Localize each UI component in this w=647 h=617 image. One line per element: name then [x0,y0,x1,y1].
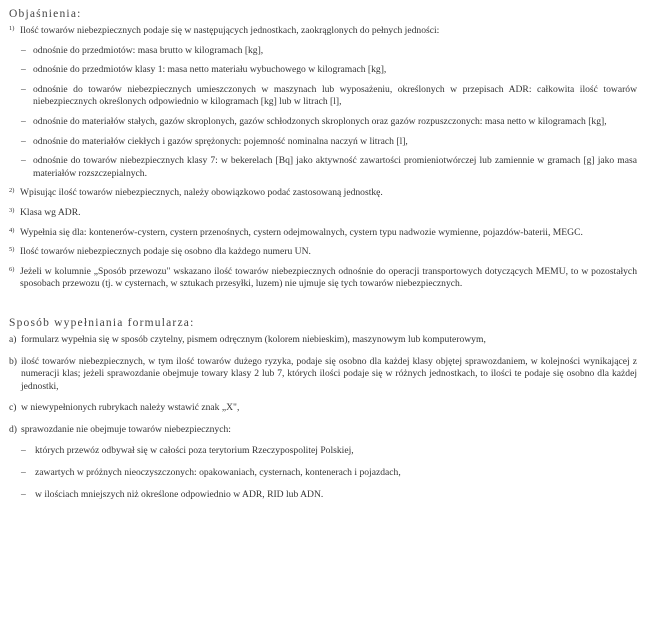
instruction-b-marker: b) [9,355,17,367]
instruction-d-dash-3 [9,489,637,502]
dash-marker: – [21,155,26,167]
instruction-d-dash-1 [9,445,637,458]
dash-marker: – [21,488,26,500]
note-5 [9,246,637,259]
note-1-dash-4-text: odnośnie do materiałów stałych, gazów skroplonych, gazów schłodzonych skroplonych oraz gazów rozpuszczonych: masa netto w kilogramach [kg], [33,115,607,127]
note-6 [9,266,637,291]
note-6-text: Jeżeli w kolumnie „Sposób przewozu" wskazano ilość towarów niebezpiecznych odnośnie do operacji transportowych dotyczących MEMU, to w pozostałych sposobach przewozu (tj. w cysternach, w sztukach przesyłki, luzem) nie ujmuje się tych towarów niebezpiecznych. [20,265,637,290]
explanations-list [9,25,637,291]
instruction-b-text: ilość towarów niebezpiecznych, w tym ilość towarów dużego ryzyka, podaje się osobno dla każdej klasy objętej sprawozdaniem, w kolejności wynikającej z numeracji klas; jeżeli sprawozdanie obejmuje towary klasy 2 lub 7, których ilości podaje się w różnych jednostkach, to ilości te podaje się osobno dla każdej jednostki, [21,355,637,392]
note-1-dash-5-text: odnośnie do materiałów ciekłych i gazów sprężonych: pojemność nominalna naczyń w litrach [l], [33,135,408,147]
note-3-text: Klasa wg ADR. [20,206,81,218]
instruction-a-marker: a) [9,333,17,345]
dash-marker: – [21,445,26,457]
dash-marker: – [21,135,26,147]
note-2 [9,187,637,200]
note-1-dash-2 [9,64,637,77]
note-2-text: Wpisując ilość towarów niebezpiecznych, należy obowiązkowo podać zastosowaną jednostkę. [20,187,383,199]
instruction-d-text: sprawozdanie nie obejmuje towarów niebezpiecznych: [21,423,231,435]
note-1-dash-3 [9,84,637,109]
instruction-d-dash-3-text: w ilościach mniejszych niż określone odpowiednio w ADR, RID lub ADN. [35,488,324,500]
instruction-d [9,424,637,437]
explanations-title: Objaśnienia: [9,8,82,20]
dash-marker: – [21,44,26,56]
section-spacer [9,298,637,317]
instructions-title: Sposób wypełniania formularza: [9,316,195,329]
note-4-marker: 4) [9,226,15,234]
note-4 [9,227,637,240]
note-1-dash-1 [9,45,637,58]
note-1-dash-2-text: odnośnie do przedmiotów klasy 1: masa netto materiału wybuchowego w kilogramach [kg], [33,64,387,76]
instruction-a-text: formularz wypełnia się w sposób czytelny, pismem odręcznym (kolorem niebieskim), maszynowym lub komputerowym, [21,333,486,345]
note-6-marker: 6) [9,265,15,273]
dash-marker: – [21,115,26,127]
note-4-text: Wypełnia się dla: kontenerów-cystern, cystern przenośnych, cystern odejmowalnych, cystern typu nadwozie wymienne, pojazdów-baterii, MEGC. [20,226,583,238]
note-2-marker: 2) [9,187,15,195]
note-1-dash-3-text: odnośnie do towarów niebezpiecznych umieszczonych w maszynach lub wyposażeniu, określonych w przepisach ADR: całkowita ilość towarów niebezpiecznych określonych odpowiednio w kilogramach [kg] lub w litrach [l], [33,83,637,108]
instruction-d-dash-1-text: których przewóz odbywał się w całości poza terytorium Rzeczypospolitej Polskiej, [35,445,354,457]
instruction-c [9,402,637,415]
instruction-a [9,334,637,347]
note-1-dash-1-text: odnośnie do przedmiotów: masa brutto w kilogramach [kg], [33,44,264,56]
dash-marker: – [21,64,26,76]
note-1-dash-5 [9,136,637,149]
instruction-d-marker: d) [9,423,17,435]
note-1 [9,25,637,38]
note-3-marker: 3) [9,206,15,214]
instruction-d-dash-2 [9,467,637,480]
dash-marker: – [21,83,26,95]
note-1-text: Ilość towarów niebezpiecznych podaje się w następujących jednostkach, zaokrąglonych do pełnych jedności: [20,25,440,36]
instruction-b [9,356,637,394]
note-1-dash-6 [9,155,637,180]
note-5-marker: 5) [9,246,15,254]
note-1-marker: 1) [9,25,15,32]
instruction-c-text: w niewypełnionych rubrykach należy wstawić znak „X", [21,402,240,414]
note-1-dash-6-text: odnośnie do towarów niebezpiecznych klasy 7: w bekerelach [Bq] jako aktywność zawartości promieniotwórczej lub zamiennie w gramach [g] jako masa materiałów rozszczepialnych. [33,155,637,179]
note-1-dash-4 [9,116,637,129]
note-5-text: Ilość towarów niebezpiecznych podaje się osobno dla każdego numeru UN. [20,246,311,258]
instruction-c-marker: c) [9,402,17,414]
instruction-d-dash-2-text: zawartych w próżnych nieoczyszczonych: opakowaniach, cysternach, kontenerach i pojazdach, [35,467,401,479]
note-3 [9,207,637,220]
dash-marker: – [21,467,26,479]
